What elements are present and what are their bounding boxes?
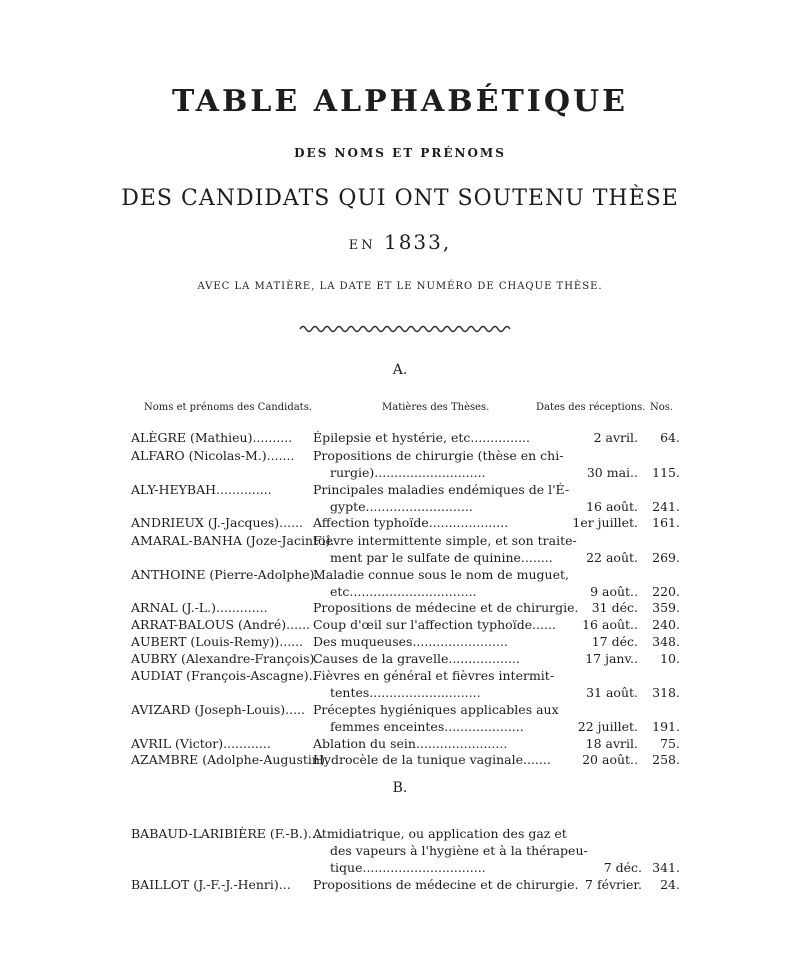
thesis-matter: Préceptes hygiéniques applicables aux: [313, 702, 559, 717]
reception-date: 17 déc.: [591, 634, 638, 649]
reception-date: 1er juillet.: [572, 515, 638, 530]
thesis-number: 115.: [652, 465, 680, 480]
reception-date: 31 déc.: [591, 600, 638, 615]
thesis-matter: des vapeurs à l'hygiène et à la thérapeu-: [330, 843, 588, 858]
candidate-name: AMARAL-BANHA (Joze-Jacinto).: [131, 533, 335, 548]
thesis-matter: Atmidiatrique, ou application des gaz et: [313, 826, 567, 841]
thesis-matter: tique...............................: [330, 860, 486, 875]
candidate-name: ALFARO (Nicolas-M.).......: [131, 448, 295, 463]
thesis-number: 10.: [660, 651, 680, 666]
thesis-number: 240.: [652, 617, 680, 632]
candidate-name: ANDRIEUX (J.-Jacques)......: [131, 515, 304, 530]
thesis-number: 64.: [660, 430, 680, 445]
reception-date: 2 avril.: [593, 430, 638, 445]
year-prefix: EN: [348, 238, 376, 253]
reception-date: 30 mai..: [586, 465, 638, 480]
page-title-2: DES CANDIDATS QUI ONT SOUTENU THÈSE: [121, 186, 679, 211]
thesis-matter: gypte...........................: [330, 499, 473, 514]
reception-date: 7 février.: [585, 877, 642, 892]
candidate-name: BABAUD-LARIBIÈRE (F.-B.)....: [131, 826, 324, 841]
ornament-divider: [300, 322, 510, 336]
candidate-name: ALY-HEYBAH..............: [131, 482, 272, 497]
candidate-name: ARNAL (J.-L.).............: [131, 600, 268, 615]
page-subtitle: DES NOMS ET PRÉNOMS: [294, 146, 506, 160]
page-title: TABLE ALPHABÉTIQUE: [171, 84, 628, 119]
thesis-number: 75.: [660, 736, 680, 751]
reception-date: 31 août.: [586, 685, 638, 700]
thesis-matter: femmes enceintes....................: [330, 719, 524, 734]
thesis-number: 241.: [652, 499, 680, 514]
thesis-matter: Principales maladies endémiques de l'É-: [313, 482, 570, 497]
candidate-name: AZAMBRE (Adolphe-Augustin).: [131, 752, 329, 767]
title-note: AVEC LA MATIÈRE, LA DATE ET LE NUMÉRO DE CHAQUE THÈSE.: [197, 281, 603, 292]
year-line: [0, 230, 800, 254]
candidate-name: AUDIAT (François-Ascagne)..: [131, 668, 317, 683]
reception-date: 16 août..: [582, 617, 638, 632]
thesis-number: 269.: [652, 550, 680, 565]
reception-date: 17 janv..: [585, 651, 638, 666]
thesis-matter: ment par le sulfate de quinine........: [330, 550, 553, 565]
thesis-matter: Causes de la gravelle..................: [313, 651, 520, 666]
candidate-name: AVRIL (Victor)............: [131, 736, 271, 751]
reception-date: 16 août.: [586, 499, 638, 514]
reception-date: 20 août..: [582, 752, 638, 767]
candidate-name: AUBERT (Louis-Remy))......: [131, 634, 304, 649]
header-matters: Matières des Thèses.: [382, 402, 490, 413]
thesis-matter: Propositions de médecine et de chirurgie.: [313, 600, 579, 615]
thesis-matter: Ablation du sein.......................: [313, 736, 508, 751]
entry-row: [0, 430, 800, 450]
reception-date: 18 avril.: [585, 736, 638, 751]
reception-date: 22 août.: [586, 550, 638, 565]
thesis-matter: Propositions de médecine et de chirurgie.: [313, 877, 579, 892]
entry-row: [0, 877, 800, 897]
thesis-number: 341.: [652, 860, 680, 875]
thesis-matter: Maladie connue sous le nom de muguet,: [313, 567, 569, 582]
header-names: Noms et prénoms des Candidats.: [144, 402, 313, 413]
thesis-matter: tentes............................: [330, 685, 481, 700]
candidate-name: ARRAT-BALOUS (André)......: [131, 617, 311, 632]
section-letter-b: B.: [392, 780, 408, 796]
entry-row: [0, 515, 800, 535]
thesis-matter: rurgie)............................: [330, 465, 486, 480]
entry-row: [0, 752, 800, 772]
candidate-name: ANTHOINE (Pierre-Adolphe)..: [131, 567, 323, 582]
thesis-matter: Fièvre intermittente simple, et son traite-: [313, 533, 577, 548]
thesis-matter: Des muqueuses........................: [313, 634, 508, 649]
candidate-name: ALÈGRE (Mathieu)..........: [131, 430, 293, 445]
thesis-matter: Hydrocèle de la tunique vaginale.......: [313, 752, 551, 767]
header-dates: Dates des réceptions.: [536, 402, 646, 413]
candidate-name: AUBRY (Alexandre-François).: [131, 651, 319, 666]
candidate-name: BAILLOT (J.-F.-J.-Henri)...: [131, 877, 291, 892]
thesis-number: 161.: [652, 515, 680, 530]
thesis-matter: Affection typhoïde....................: [313, 515, 509, 530]
candidate-name: AVIZARD (Joseph-Louis).....: [131, 702, 306, 717]
thesis-number: 348.: [652, 634, 680, 649]
thesis-matter: Fièvres en général et fièvres intermit-: [313, 668, 555, 683]
thesis-number: 220.: [652, 584, 680, 599]
reception-date: 9 août..: [590, 584, 638, 599]
reception-date: 22 juillet.: [577, 719, 638, 734]
header-numbers: Nos.: [650, 402, 674, 413]
thesis-number: 24.: [660, 877, 680, 892]
thesis-matter: etc................................: [330, 584, 477, 599]
thesis-matter: Épilepsie et hystérie, etc...............: [313, 430, 530, 445]
thesis-matter: Coup d'œil sur l'affection typhoïde......: [313, 617, 556, 632]
thesis-number: 258.: [652, 752, 680, 767]
thesis-number: 359.: [652, 600, 680, 615]
thesis-number: 318.: [652, 685, 680, 700]
section-letter-a: A.: [392, 362, 408, 378]
thesis-number: 191.: [652, 719, 680, 734]
thesis-matter: Propositions de chirurgie (thèse en chi-: [313, 448, 564, 463]
year: 1833,: [383, 230, 452, 254]
reception-date: 7 déc.: [603, 860, 642, 875]
